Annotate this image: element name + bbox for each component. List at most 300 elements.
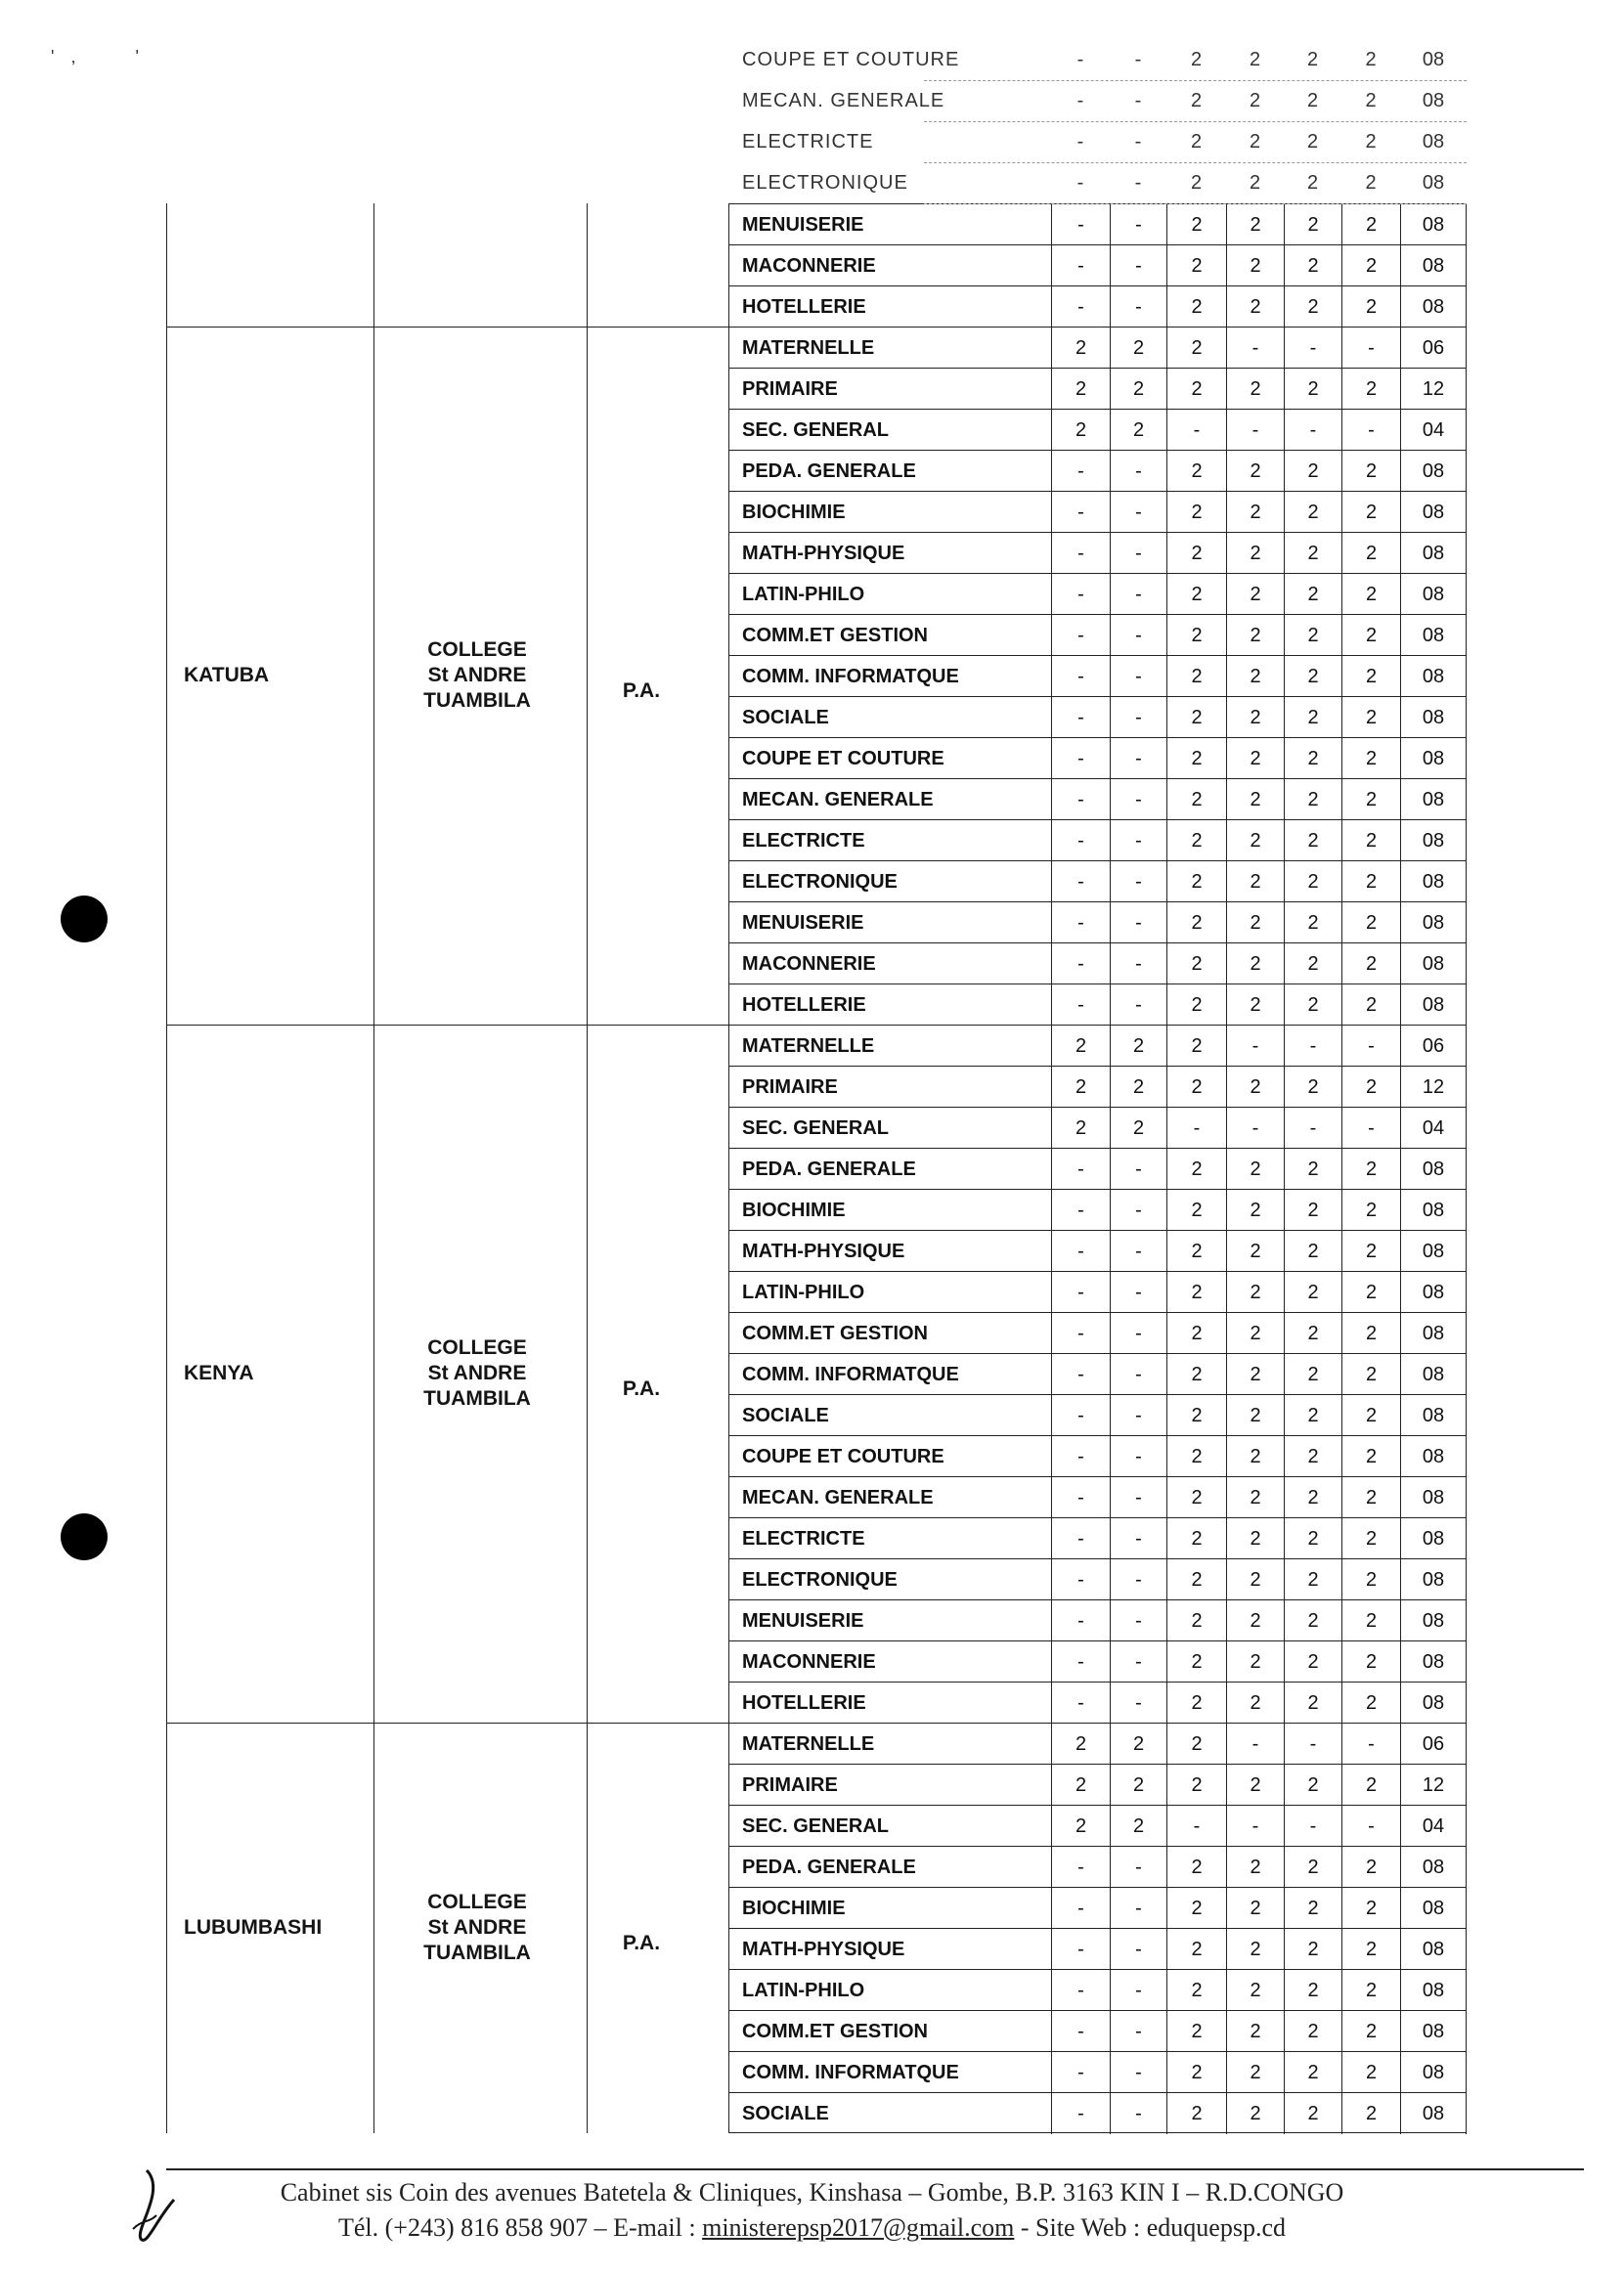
value-cell: 2 [1365,172,1377,194]
value-cell: 2 [1284,2011,1341,2052]
table-row [728,984,1467,1025]
value-cell: 2 [1051,1067,1110,1108]
value-cell: 2 [1110,410,1166,451]
region-name: KATUBA [184,664,270,686]
value-cell: 2 [1226,1067,1284,1108]
value-cell: 2 [1166,1395,1226,1436]
value-cell: - [1076,131,1084,153]
value-cell: - [1051,204,1110,245]
field-name: HOTELLERIE [742,994,866,1016]
value-cell: 2 [1341,1518,1400,1559]
value-cell: 2 [1166,1683,1226,1724]
value-cell: 2 [1284,656,1341,697]
total-cell: 08 [1400,902,1467,943]
table-row [728,80,1467,121]
value-cell: 2 [1051,1806,1110,1847]
value-cell: 2 [1341,1888,1400,1929]
value-cell: 2 [1166,1888,1226,1929]
value-cell: - [1051,1190,1110,1231]
total-cell: 08 [1400,204,1467,245]
value-cell: 2 [1341,1641,1400,1683]
school-type: P.A. [622,1932,661,1954]
table-row [728,696,1467,737]
value-cell: 2 [1166,656,1226,697]
value-cell: - [1341,410,1400,451]
field-name: LATIN-PHILO [742,1282,865,1303]
value-cell: 2 [1166,2093,1226,2134]
value-cell: - [1051,1847,1110,1888]
punch-hole [61,896,108,942]
field-name: ELECTRONIQUE [742,871,898,893]
value-cell: 2 [1226,1313,1284,1354]
value-cell: 2 [1249,49,1261,70]
value-cell: - [1110,245,1166,286]
value-cell: 2 [1341,245,1400,286]
value-cell: 2 [1365,131,1377,153]
table-row [728,1928,1467,1969]
table-row [728,1312,1467,1353]
value-cell: 2 [1226,1970,1284,2011]
value-cell: 2 [1226,656,1284,697]
value-cell: - [1134,49,1142,70]
field-name: SOCIALE [742,2103,829,2124]
value-cell: - [1051,574,1110,615]
value-cell: 2 [1110,1765,1166,1806]
value-cell: - [1226,410,1284,451]
table-row [728,1271,1467,1312]
table-row [728,532,1467,573]
allocation-table [166,39,1467,2174]
value-cell: 2 [1341,1272,1400,1313]
value-cell: 2 [1284,1395,1341,1436]
value-cell: - [1110,533,1166,574]
value-cell: 2 [1166,1929,1226,1970]
table-row [728,1805,1467,1846]
field-name: MENUISERIE [742,912,864,934]
value-cell: 2 [1284,820,1341,861]
value-cell: 2 [1166,861,1226,902]
total-cell: 06 [1400,1724,1467,1765]
value-cell: 2 [1166,615,1226,656]
table-row [728,327,1467,368]
value-cell: - [1284,1724,1341,1765]
value-cell: 2 [1166,574,1226,615]
value-cell: - [1110,1559,1166,1600]
value-cell: 2 [1341,204,1400,245]
value-cell: 2 [1341,1847,1400,1888]
value-cell: 2 [1166,1518,1226,1559]
footer-email-link[interactable]: ministerepsp2017@gmail.com [702,2213,1015,2242]
value-cell: 2 [1341,1559,1400,1600]
faded-rule [924,80,1467,81]
value-cell: 2 [1226,1231,1284,1272]
group-separator [166,1025,728,1026]
value-cell: - [1110,697,1166,738]
value-cell: - [1051,245,1110,286]
value-cell: - [1110,1149,1166,1190]
scan-specks: ' , ' [51,47,145,66]
value-cell: 2 [1190,49,1203,70]
value-cell: 2 [1284,451,1341,492]
signature-mark [127,2161,186,2249]
value-cell: 2 [1341,943,1400,984]
field-name: PRIMAIRE [742,1076,838,1098]
region-name: KENYA [184,1362,254,1384]
value-cell: 2 [1226,861,1284,902]
value-cell: 2 [1341,1149,1400,1190]
value-cell: - [1110,1272,1166,1313]
footer-site-prefix: - Site Web : [1014,2213,1147,2242]
value-cell: 2 [1284,245,1341,286]
field-name: MECAN. GENERALE [742,90,945,111]
value-cell: 2 [1190,172,1203,194]
table-row [728,1394,1467,1435]
value-cell: 2 [1284,1929,1341,1970]
value-cell: 2 [1166,328,1226,369]
value-cell: 2 [1166,943,1226,984]
footer-tel: Tél. (+243) 816 858 907 – E-mail : [337,2213,703,2242]
total-cell: 08 [1400,1149,1467,1190]
table-row [728,778,1467,819]
value-cell: 2 [1284,369,1341,410]
value-cell: - [1341,328,1400,369]
field-name: PRIMAIRE [742,1774,838,1796]
value-cell: 2 [1226,2093,1284,2134]
value-cell: - [1051,738,1110,779]
value-cell: 2 [1341,820,1400,861]
value-cell: 2 [1226,738,1284,779]
value-cell: - [1110,1641,1166,1683]
value-cell: 2 [1166,1231,1226,1272]
value-cell: 2 [1284,2052,1341,2093]
value-cell: - [1076,90,1084,111]
value-cell: 2 [1166,1477,1226,1518]
total-cell: 08 [1400,1313,1467,1354]
value-cell: 2 [1110,1724,1166,1765]
value-cell: 2 [1365,90,1377,111]
total-cell: 08 [1400,1477,1467,1518]
field-name: PEDA. GENERALE [742,460,916,482]
total-cell: 06 [1400,328,1467,369]
value-cell: - [1166,1108,1226,1149]
value-cell: 2 [1284,1149,1341,1190]
total-cell: 08 [1400,738,1467,779]
value-cell: 2 [1166,1724,1226,1765]
field-name: MACONNERIE [742,1651,876,1673]
value-cell: - [1110,1847,1166,1888]
value-cell: - [1341,1108,1400,1149]
total-cell: 08 [1400,1354,1467,1395]
total-cell: 08 [1400,779,1467,820]
total-cell: 08 [1400,1683,1467,1724]
group-separator [166,327,728,328]
value-cell: - [1051,1970,1110,2011]
value-cell: 2 [1341,2052,1400,2093]
value-cell: - [1110,615,1166,656]
footer-address: Cabinet sis Coin des avenues Batetela & Cliniques, Kinshasa – Gombe, B.P. 3163 KIN I – R.D.CONGO [280,2178,1344,2207]
value-cell: 2 [1284,1888,1341,1929]
total-cell: 08 [1400,1272,1467,1313]
value-cell: 2 [1284,738,1341,779]
table-row [728,1846,1467,1887]
value-cell: 2 [1166,2011,1226,2052]
value-cell: - [1051,943,1110,984]
value-cell: 2 [1341,451,1400,492]
value-cell: 2 [1306,131,1319,153]
field-name: ELECTRICTE [742,1528,865,1550]
value-cell: 2 [1341,1683,1400,1724]
total-cell: 08 [1400,615,1467,656]
value-cell: 2 [1110,1067,1166,1108]
value-cell: - [1051,820,1110,861]
value-cell: 2 [1341,286,1400,328]
value-cell: - [1051,656,1110,697]
value-cell: 2 [1341,533,1400,574]
value-cell: 2 [1166,245,1226,286]
value-cell: - [1284,1108,1341,1149]
value-cell: 2 [1226,984,1284,1026]
value-cell: - [1110,492,1166,533]
value-cell: - [1226,1108,1284,1149]
total-cell: 08 [1400,656,1467,697]
value-cell: 2 [1110,369,1166,410]
field-name: COMM. INFORMATQUE [742,1364,959,1385]
value-cell: 2 [1249,172,1261,194]
table-row [728,1189,1467,1230]
value-cell: 2 [1341,1354,1400,1395]
value-cell: 2 [1249,131,1261,153]
value-cell: 2 [1166,1436,1226,1477]
value-cell: - [1110,1683,1166,1724]
value-cell: - [1341,1026,1400,1067]
table-row [728,203,1467,244]
value-cell: 2 [1051,369,1110,410]
value-cell: 2 [1166,697,1226,738]
value-cell: 2 [1365,49,1377,70]
value-cell: 2 [1284,1683,1341,1724]
field-name: MECAN. GENERALE [742,789,934,810]
field-name: MATERNELLE [742,1733,875,1755]
value-cell: - [1110,1929,1166,1970]
field-name: PEDA. GENERALE [742,1857,916,1878]
faded-rule [924,203,1467,204]
value-cell: - [1110,820,1166,861]
field-name: COUPE ET COUTURE [742,49,960,70]
table-row [728,1682,1467,1723]
value-cell: - [1051,1641,1110,1683]
value-cell: 2 [1226,1395,1284,1436]
value-cell: 2 [1284,902,1341,943]
value-cell: - [1051,492,1110,533]
value-cell: 2 [1341,2093,1400,2134]
value-cell: 2 [1226,820,1284,861]
value-cell: 2 [1341,2011,1400,2052]
field-name: MACONNERIE [742,255,876,277]
table-row [728,2010,1467,2051]
punch-hole [61,1513,108,1560]
table-row [728,491,1467,532]
value-cell: - [1110,1395,1166,1436]
total-cell: 08 [1400,984,1467,1026]
field-name: SOCIALE [742,707,829,728]
value-cell: - [1051,1231,1110,1272]
value-cell: - [1110,984,1166,1026]
table-row [728,2051,1467,2092]
value-cell: 2 [1341,615,1400,656]
value-cell: 2 [1051,1108,1110,1149]
table-row [728,1025,1467,1066]
value-cell: 2 [1341,656,1400,697]
value-cell: 2 [1110,328,1166,369]
value-cell: 2 [1166,1190,1226,1231]
value-cell: 2 [1284,861,1341,902]
value-cell: - [1051,902,1110,943]
value-cell: - [1110,451,1166,492]
value-cell: 2 [1226,943,1284,984]
value-cell: 2 [1226,779,1284,820]
value-cell: 2 [1226,204,1284,245]
field-name: MATH-PHYSIQUE [742,1939,905,1960]
value-cell: 2 [1226,1847,1284,1888]
total-cell: 08 [1400,1970,1467,2011]
total-cell: 12 [1400,1067,1467,1108]
value-cell: - [1226,1724,1284,1765]
field-name: BIOCHIMIE [742,1200,846,1221]
column-divider [728,203,729,2133]
value-cell: 2 [1284,984,1341,1026]
column-divider [373,203,374,2133]
value-cell: - [1134,90,1142,111]
value-cell: - [1051,1272,1110,1313]
value-cell: - [1051,286,1110,328]
value-cell: 2 [1284,1313,1341,1354]
value-cell: 2 [1341,1313,1400,1354]
value-cell: - [1051,2011,1110,2052]
value-cell: - [1051,451,1110,492]
value-cell: - [1051,1559,1110,1600]
value-cell: 2 [1284,1272,1341,1313]
value-cell: 2 [1341,369,1400,410]
value-cell: 2 [1284,1847,1341,1888]
table-row [728,737,1467,778]
total-cell: 08 [1400,1436,1467,1477]
value-cell: 2 [1284,1765,1341,1806]
value-cell: - [1110,574,1166,615]
value-cell: 2 [1226,451,1284,492]
field-name: ELECTRICTE [742,131,874,153]
school-name: COLLEGE St ANDRE TUAMBILA [423,1336,531,1410]
value-cell: - [1076,172,1084,194]
value-cell: 2 [1226,697,1284,738]
total-cell: 08 [1400,451,1467,492]
table-row [728,1066,1467,1107]
value-cell: - [1110,902,1166,943]
total-cell: 08 [1400,1641,1467,1683]
value-cell: - [1051,2052,1110,2093]
value-cell: - [1051,1929,1110,1970]
total-cell: 08 [1422,172,1445,194]
table-row [728,942,1467,984]
value-cell: 2 [1284,492,1341,533]
field-name: COMM. INFORMATQUE [742,2062,959,2083]
field-name: PEDA. GENERALE [742,1158,916,1180]
table-row [728,1887,1467,1928]
table-row [728,1599,1467,1640]
field-name: PRIMAIRE [742,378,838,400]
value-cell: 2 [1166,1026,1226,1067]
total-cell: 12 [1400,1765,1467,1806]
total-cell: 08 [1400,1190,1467,1231]
field-name: BIOCHIMIE [742,1898,846,1919]
value-cell: 2 [1284,1600,1341,1641]
value-cell: 2 [1226,369,1284,410]
value-cell: 2 [1226,1765,1284,1806]
value-cell: - [1110,1436,1166,1477]
value-cell: 2 [1341,779,1400,820]
value-cell: - [1226,328,1284,369]
field-name: COUPE ET COUTURE [742,1446,944,1467]
value-cell: 2 [1284,1067,1341,1108]
field-name: HOTELLERIE [742,296,866,318]
value-cell: 2 [1284,1436,1341,1477]
table-row [728,819,1467,860]
table-row [728,1230,1467,1271]
total-cell: 08 [1422,90,1445,111]
value-cell: - [1051,1395,1110,1436]
value-cell: - [1051,533,1110,574]
field-name: COMM.ET GESTION [742,1323,928,1344]
value-cell: 2 [1166,902,1226,943]
value-cell: 2 [1284,533,1341,574]
field-name: ELECTRONIQUE [742,1569,898,1591]
value-cell: - [1110,2093,1166,2134]
value-cell: 2 [1341,1190,1400,1231]
footer-rule [166,2168,1584,2170]
value-cell: 2 [1226,1641,1284,1683]
value-cell: 2 [1284,1477,1341,1518]
value-cell: 2 [1190,131,1203,153]
value-cell: 2 [1166,820,1226,861]
field-name: MATH-PHYSIQUE [742,1241,905,1262]
value-cell: 2 [1226,492,1284,533]
field-name: SEC. GENERAL [742,419,890,441]
total-cell: 08 [1400,1559,1467,1600]
region-name: LUBUMBASHI [184,1916,323,1939]
table-row [728,1517,1467,1558]
field-name: COUPE ET COUTURE [742,748,944,769]
value-cell: 2 [1341,861,1400,902]
value-cell: - [1076,49,1084,70]
value-cell: 2 [1166,533,1226,574]
field-name: ELECTRONIQUE [742,172,908,194]
total-cell: 08 [1400,492,1467,533]
value-cell: - [1110,738,1166,779]
value-cell: 2 [1284,1518,1341,1559]
value-cell: 2 [1226,1600,1284,1641]
value-cell: - [1051,1313,1110,1354]
field-name: MENUISERIE [742,1610,864,1632]
table-row [728,285,1467,327]
value-cell: 2 [1284,615,1341,656]
value-cell: 2 [1166,1600,1226,1641]
total-cell: 08 [1400,1888,1467,1929]
value-cell: - [1166,1806,1226,1847]
value-cell: 2 [1226,1149,1284,1190]
value-cell: - [1110,1354,1166,1395]
total-cell: 08 [1422,49,1445,70]
value-cell: 2 [1284,697,1341,738]
value-cell: 2 [1166,492,1226,533]
